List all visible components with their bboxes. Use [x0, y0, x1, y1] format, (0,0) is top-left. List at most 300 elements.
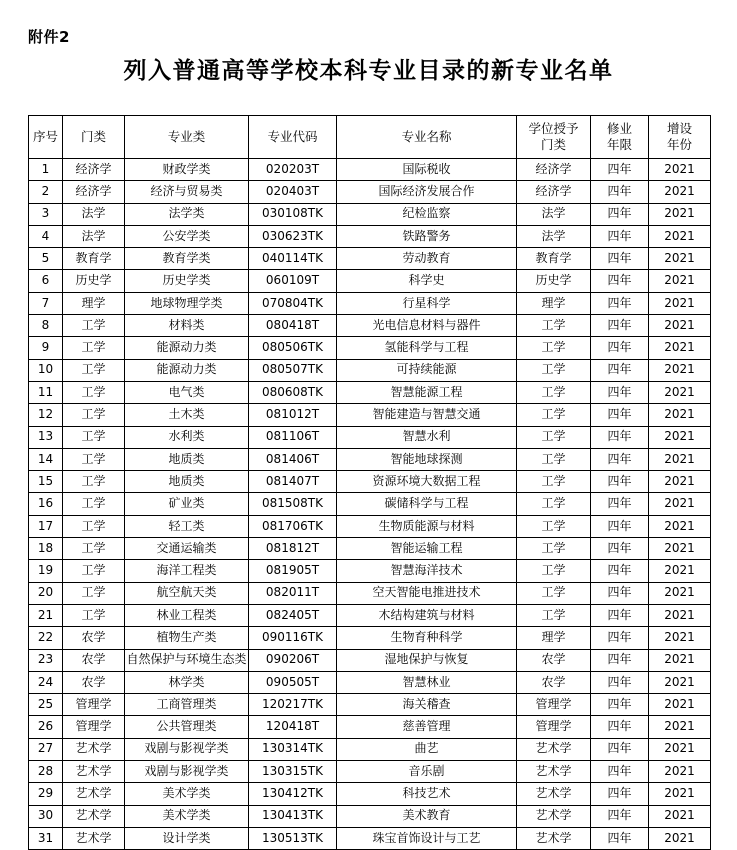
degree-header-line-1: 学位授予	[528, 121, 579, 137]
table-cell: 080418T	[249, 315, 337, 337]
table-cell: 31	[29, 827, 63, 849]
table-cell: 历史学类	[125, 270, 249, 292]
table-cell: 农学	[517, 671, 591, 693]
table-cell: 艺术学	[63, 738, 125, 760]
table-cell: 2021	[649, 805, 711, 827]
table-cell: 30	[29, 805, 63, 827]
table-cell: 艺术学	[63, 805, 125, 827]
table-cell: 10	[29, 359, 63, 381]
table-cell: 4	[29, 225, 63, 247]
table-cell: 四年	[591, 181, 649, 203]
table-cell: 法学	[517, 203, 591, 225]
table-cell: 工学	[63, 426, 125, 448]
table-cell: 工学	[63, 315, 125, 337]
table-cell: 材料类	[125, 315, 249, 337]
table-cell: 9	[29, 337, 63, 359]
table-cell: 15	[29, 471, 63, 493]
table-cell: 18	[29, 538, 63, 560]
table-cell: 020203T	[249, 159, 337, 181]
table-cell: 法学类	[125, 203, 249, 225]
table-row	[29, 404, 711, 426]
table-row	[29, 493, 711, 515]
table-cell: 四年	[591, 448, 649, 470]
table-cell: 艺术学	[517, 827, 591, 849]
table-cell: 四年	[591, 627, 649, 649]
degree-header-line-2: 门类	[540, 137, 566, 152]
table-cell: 美术学类	[125, 783, 249, 805]
table-cell: 纪检监察	[337, 203, 517, 225]
table-cell: 工学	[517, 337, 591, 359]
table-cell: 27	[29, 738, 63, 760]
table-cell: 工学	[517, 471, 591, 493]
table-cell: 060109T	[249, 270, 337, 292]
new-majors-table-wrapper	[28, 115, 710, 850]
table-cell: 氢能科学与工程	[337, 337, 517, 359]
table-cell: 2021	[649, 827, 711, 849]
table-cell: 11	[29, 381, 63, 403]
table-cell: 2021	[649, 404, 711, 426]
table-cell: 020403T	[249, 181, 337, 203]
table-cell: 艺术学	[63, 827, 125, 849]
table-row	[29, 471, 711, 493]
table-cell: 070804TK	[249, 292, 337, 314]
table-cell: 2021	[649, 671, 711, 693]
column-header-degree-category	[517, 116, 591, 159]
table-row	[29, 761, 711, 783]
column-header-major-name: 专业名称	[337, 116, 517, 159]
table-cell: 080507TK	[249, 359, 337, 381]
table-cell: 20	[29, 582, 63, 604]
table-cell: 28	[29, 761, 63, 783]
table-row	[29, 381, 711, 403]
table-cell: 智慧林业	[337, 671, 517, 693]
new-majors-table	[28, 115, 711, 850]
table-cell: 经济学	[517, 181, 591, 203]
table-cell: 地球物理学类	[125, 292, 249, 314]
table-row	[29, 627, 711, 649]
table-row	[29, 716, 711, 738]
table-cell: 2021	[649, 337, 711, 359]
table-cell: 工学	[63, 604, 125, 626]
table-row	[29, 248, 711, 270]
table-cell: 可持续能源	[337, 359, 517, 381]
column-header-major-code: 专业代码	[249, 116, 337, 159]
table-cell: 地质类	[125, 471, 249, 493]
table-row	[29, 515, 711, 537]
table-cell: 理学	[63, 292, 125, 314]
table-cell: 轻工类	[125, 515, 249, 537]
table-cell: 2021	[649, 159, 711, 181]
table-cell: 经济学	[63, 181, 125, 203]
table-row	[29, 426, 711, 448]
table-cell: 081106T	[249, 426, 337, 448]
table-cell: 国际税收	[337, 159, 517, 181]
table-cell: 交通运输类	[125, 538, 249, 560]
table-cell: 矿业类	[125, 493, 249, 515]
table-cell: 13	[29, 426, 63, 448]
table-cell: 2021	[649, 471, 711, 493]
table-cell: 工学	[63, 515, 125, 537]
table-cell: 曲艺	[337, 738, 517, 760]
table-cell: 音乐剧	[337, 761, 517, 783]
table-row	[29, 671, 711, 693]
table-cell: 19	[29, 560, 63, 582]
table-cell: 工学	[63, 381, 125, 403]
table-cell: 四年	[591, 515, 649, 537]
table-cell: 工学	[63, 560, 125, 582]
table-cell: 光电信息材料与器件	[337, 315, 517, 337]
table-cell: 四年	[591, 761, 649, 783]
table-cell: 海洋工程类	[125, 560, 249, 582]
table-row	[29, 827, 711, 849]
table-cell: 四年	[591, 426, 649, 448]
table-cell: 能源动力类	[125, 359, 249, 381]
table-cell: 工学	[517, 604, 591, 626]
table-row	[29, 203, 711, 225]
table-cell: 珠宝首饰设计与工艺	[337, 827, 517, 849]
table-cell: 行星科学	[337, 292, 517, 314]
table-cell: 040114TK	[249, 248, 337, 270]
table-row	[29, 560, 711, 582]
table-row	[29, 159, 711, 181]
table-cell: 四年	[591, 404, 649, 426]
table-cell: 3	[29, 203, 63, 225]
table-cell: 16	[29, 493, 63, 515]
table-cell: 美术教育	[337, 805, 517, 827]
table-cell: 2021	[649, 426, 711, 448]
table-cell: 120418T	[249, 716, 337, 738]
table-cell: 2021	[649, 783, 711, 805]
table-cell: 081406T	[249, 448, 337, 470]
table-cell: 林学类	[125, 671, 249, 693]
table-cell: 四年	[591, 359, 649, 381]
table-cell: 电气类	[125, 381, 249, 403]
table-cell: 四年	[591, 560, 649, 582]
table-cell: 法学	[63, 203, 125, 225]
table-cell: 14	[29, 448, 63, 470]
table-cell: 130413TK	[249, 805, 337, 827]
table-cell: 四年	[591, 337, 649, 359]
table-cell: 四年	[591, 604, 649, 626]
table-cell: 自然保护与环境生态类	[125, 649, 249, 671]
table-cell: 戏剧与影视学类	[125, 738, 249, 760]
duration-header-line-1: 修业	[606, 121, 632, 137]
table-cell: 四年	[591, 292, 649, 314]
table-cell: 2021	[649, 225, 711, 247]
table-row	[29, 738, 711, 760]
table-cell: 四年	[591, 381, 649, 403]
table-cell: 2021	[649, 248, 711, 270]
table-cell: 航空航天类	[125, 582, 249, 604]
table-cell: 智能地球探测	[337, 448, 517, 470]
table-row	[29, 448, 711, 470]
table-cell: 艺术学	[63, 783, 125, 805]
table-cell: 生物育种科学	[337, 627, 517, 649]
table-cell: 水利类	[125, 426, 249, 448]
table-cell: 湿地保护与恢复	[337, 649, 517, 671]
table-cell: 工商管理类	[125, 694, 249, 716]
table-cell: 智慧能源工程	[337, 381, 517, 403]
table-cell: 农学	[63, 649, 125, 671]
table-cell: 四年	[591, 671, 649, 693]
table-cell: 艺术学	[517, 761, 591, 783]
table-row	[29, 604, 711, 626]
table-cell: 经济与贸易类	[125, 181, 249, 203]
table-cell: 081706TK	[249, 515, 337, 537]
table-row	[29, 783, 711, 805]
table-row	[29, 538, 711, 560]
table-cell: 2021	[649, 381, 711, 403]
table-cell: 090206T	[249, 649, 337, 671]
table-cell: 四年	[591, 270, 649, 292]
table-cell: 工学	[63, 337, 125, 359]
table-cell: 农学	[517, 649, 591, 671]
table-cell: 工学	[63, 582, 125, 604]
table-cell: 工学	[517, 538, 591, 560]
table-cell: 木结构建筑与材料	[337, 604, 517, 626]
table-cell: 工学	[63, 359, 125, 381]
table-cell: 130513TK	[249, 827, 337, 849]
table-cell: 经济学	[517, 159, 591, 181]
table-cell: 四年	[591, 248, 649, 270]
table-cell: 植物生产类	[125, 627, 249, 649]
table-cell: 能源动力类	[125, 337, 249, 359]
table-cell: 12	[29, 404, 63, 426]
table-cell: 智慧水利	[337, 426, 517, 448]
table-cell: 土木类	[125, 404, 249, 426]
table-cell: 美术学类	[125, 805, 249, 827]
table-row	[29, 315, 711, 337]
table-cell: 科技艺术	[337, 783, 517, 805]
table-row	[29, 805, 711, 827]
column-header-added-year	[649, 116, 711, 159]
table-cell: 工学	[517, 426, 591, 448]
table-cell: 081905T	[249, 560, 337, 582]
table-cell: 6	[29, 270, 63, 292]
table-cell: 林业工程类	[125, 604, 249, 626]
table-cell: 智慧海洋技术	[337, 560, 517, 582]
table-cell: 2021	[649, 359, 711, 381]
table-cell: 工学	[63, 538, 125, 560]
table-cell: 24	[29, 671, 63, 693]
table-header-row	[29, 116, 711, 159]
year-header-line-2: 年份	[666, 137, 692, 152]
table-cell: 2021	[649, 738, 711, 760]
table-cell: 2021	[649, 716, 711, 738]
table-cell: 科学史	[337, 270, 517, 292]
table-cell: 四年	[591, 582, 649, 604]
table-cell: 生物质能源与材料	[337, 515, 517, 537]
table-cell: 2021	[649, 560, 711, 582]
table-cell: 工学	[517, 315, 591, 337]
table-cell: 081812T	[249, 538, 337, 560]
table-cell: 空天智能电推进技术	[337, 582, 517, 604]
table-cell: 5	[29, 248, 63, 270]
table-cell: 理学	[517, 292, 591, 314]
table-cell: 管理学	[517, 694, 591, 716]
table-cell: 工学	[63, 448, 125, 470]
table-cell: 090116TK	[249, 627, 337, 649]
table-cell: 2021	[649, 292, 711, 314]
table-cell: 理学	[517, 627, 591, 649]
table-cell: 2021	[649, 315, 711, 337]
table-cell: 海关稽查	[337, 694, 517, 716]
table-cell: 四年	[591, 471, 649, 493]
table-cell: 公安学类	[125, 225, 249, 247]
table-header	[29, 116, 711, 159]
table-cell: 管理学	[63, 694, 125, 716]
table-cell: 工学	[517, 582, 591, 604]
table-cell: 17	[29, 515, 63, 537]
table-cell: 国际经济发展合作	[337, 181, 517, 203]
table-cell: 工学	[63, 493, 125, 515]
table-cell: 工学	[517, 404, 591, 426]
table-cell: 四年	[591, 694, 649, 716]
table-cell: 工学	[517, 560, 591, 582]
table-body	[29, 159, 711, 850]
table-cell: 教育学	[63, 248, 125, 270]
table-cell: 资源环境大数据工程	[337, 471, 517, 493]
table-cell: 财政学类	[125, 159, 249, 181]
table-cell: 8	[29, 315, 63, 337]
table-cell: 030623TK	[249, 225, 337, 247]
table-cell: 法学	[517, 225, 591, 247]
table-cell: 艺术学	[517, 783, 591, 805]
table-cell: 29	[29, 783, 63, 805]
table-cell: 戏剧与影视学类	[125, 761, 249, 783]
table-cell: 四年	[591, 738, 649, 760]
table-cell: 农学	[63, 627, 125, 649]
table-cell: 农学	[63, 671, 125, 693]
table-cell: 经济学	[63, 159, 125, 181]
table-cell: 四年	[591, 716, 649, 738]
table-cell: 082405T	[249, 604, 337, 626]
table-cell: 090505T	[249, 671, 337, 693]
table-cell: 2021	[649, 181, 711, 203]
table-cell: 工学	[517, 493, 591, 515]
table-cell: 2021	[649, 493, 711, 515]
table-cell: 2021	[649, 649, 711, 671]
table-cell: 2021	[649, 538, 711, 560]
table-cell: 地质类	[125, 448, 249, 470]
table-cell: 7	[29, 292, 63, 314]
table-row	[29, 649, 711, 671]
year-header-line-1: 增设	[666, 121, 692, 137]
duration-header-line-2: 年限	[606, 137, 632, 152]
table-cell: 四年	[591, 315, 649, 337]
table-cell: 130412TK	[249, 783, 337, 805]
table-cell: 工学	[63, 471, 125, 493]
table-cell: 工学	[63, 404, 125, 426]
table-cell: 艺术学	[517, 738, 591, 760]
table-cell: 081012T	[249, 404, 337, 426]
table-cell: 教育学	[517, 248, 591, 270]
table-cell: 082011T	[249, 582, 337, 604]
table-row	[29, 359, 711, 381]
table-cell: 2021	[649, 203, 711, 225]
table-cell: 工学	[517, 381, 591, 403]
table-row	[29, 337, 711, 359]
table-cell: 1	[29, 159, 63, 181]
table-cell: 2021	[649, 627, 711, 649]
table-cell: 智能建造与智慧交通	[337, 404, 517, 426]
table-cell: 081508TK	[249, 493, 337, 515]
table-cell: 四年	[591, 159, 649, 181]
table-cell: 23	[29, 649, 63, 671]
table-cell: 工学	[517, 448, 591, 470]
table-cell: 艺术学	[63, 761, 125, 783]
table-cell: 130314TK	[249, 738, 337, 760]
table-row	[29, 270, 711, 292]
table-cell: 工学	[517, 359, 591, 381]
table-cell: 铁路警务	[337, 225, 517, 247]
table-cell: 劳动教育	[337, 248, 517, 270]
table-cell: 教育学类	[125, 248, 249, 270]
table-cell: 四年	[591, 493, 649, 515]
table-cell: 080608TK	[249, 381, 337, 403]
table-cell: 2021	[649, 515, 711, 537]
table-cell: 120217TK	[249, 694, 337, 716]
table-cell: 081407T	[249, 471, 337, 493]
table-row	[29, 292, 711, 314]
table-cell: 130315TK	[249, 761, 337, 783]
table-cell: 管理学	[63, 716, 125, 738]
table-row	[29, 582, 711, 604]
table-cell: 22	[29, 627, 63, 649]
column-header-index: 序号	[29, 116, 63, 159]
table-row	[29, 694, 711, 716]
table-cell: 艺术学	[517, 805, 591, 827]
table-cell: 智能运输工程	[337, 538, 517, 560]
table-cell: 25	[29, 694, 63, 716]
page-title: 列入普通高等学校本科专业目录的新专业名单	[123, 57, 614, 84]
table-row	[29, 225, 711, 247]
attachment-label: 附件2	[28, 28, 70, 46]
table-cell: 四年	[591, 538, 649, 560]
table-cell: 2021	[649, 582, 711, 604]
table-cell: 2021	[649, 604, 711, 626]
table-cell: 2021	[649, 761, 711, 783]
table-cell: 2	[29, 181, 63, 203]
table-cell: 030108TK	[249, 203, 337, 225]
table-cell: 慈善管理	[337, 716, 517, 738]
table-cell: 四年	[591, 827, 649, 849]
table-row	[29, 181, 711, 203]
table-cell: 四年	[591, 649, 649, 671]
table-cell: 四年	[591, 783, 649, 805]
table-cell: 法学	[63, 225, 125, 247]
table-cell: 080506TK	[249, 337, 337, 359]
table-cell: 四年	[591, 805, 649, 827]
table-cell: 碳储科学与工程	[337, 493, 517, 515]
table-cell: 21	[29, 604, 63, 626]
table-cell: 管理学	[517, 716, 591, 738]
table-cell: 2021	[649, 270, 711, 292]
table-cell: 历史学	[63, 270, 125, 292]
table-cell: 公共管理类	[125, 716, 249, 738]
table-cell: 设计学类	[125, 827, 249, 849]
table-cell: 四年	[591, 203, 649, 225]
table-cell: 历史学	[517, 270, 591, 292]
column-header-duration	[591, 116, 649, 159]
table-cell: 26	[29, 716, 63, 738]
table-cell: 工学	[517, 515, 591, 537]
column-header-category: 门类	[63, 116, 125, 159]
column-header-major-class: 专业类	[125, 116, 249, 159]
table-cell: 四年	[591, 225, 649, 247]
table-cell: 2021	[649, 694, 711, 716]
table-cell: 2021	[649, 448, 711, 470]
